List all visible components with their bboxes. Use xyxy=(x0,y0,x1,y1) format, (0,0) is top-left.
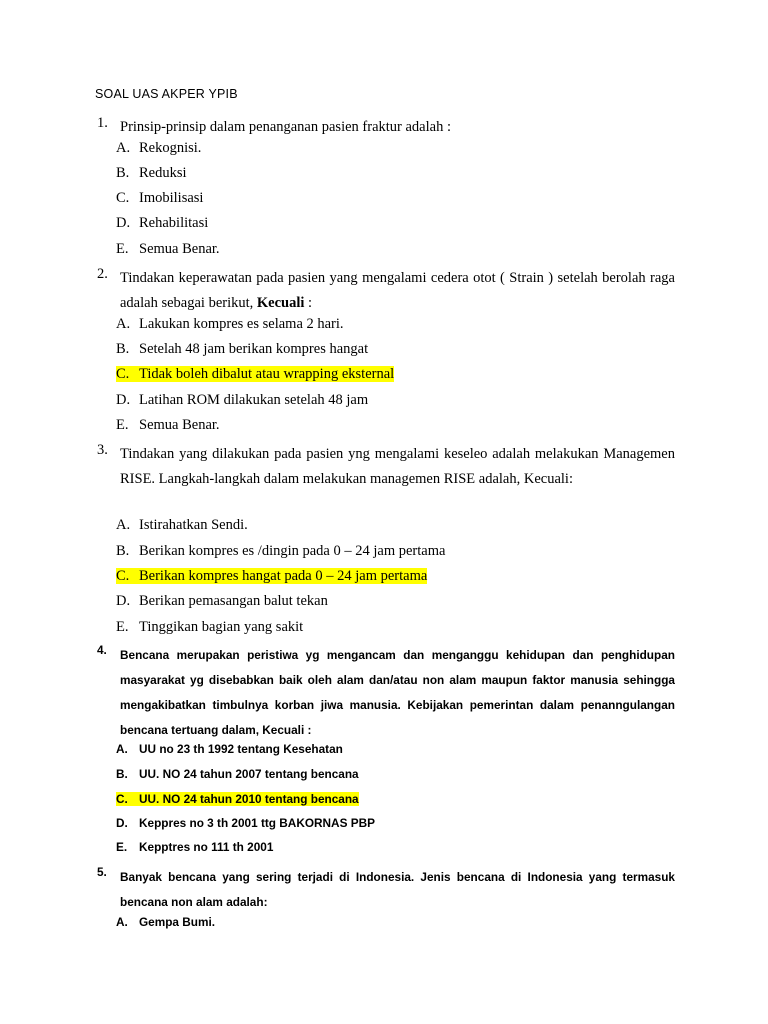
question-number: 2. xyxy=(97,266,108,282)
option-text: Berikan pemasangan balut tekan xyxy=(139,593,328,609)
question-text: Tindakan yang dilakukan pada pasien yng mengalami keseleo adalah melakukan Managemen RISE. Langkah-langkah dalam melakukan managemen RISE adalah, Kecuali: xyxy=(120,446,675,488)
option-text-highlighted: Berikan kompres hangat pada 0 – 24 jam pertama xyxy=(139,568,428,584)
option-letter: E. xyxy=(116,840,128,854)
option-e xyxy=(116,840,273,854)
option-letter: B. xyxy=(116,543,130,559)
option-b xyxy=(116,543,445,560)
option-text: Latihan ROM dilakukan setelah 48 jam xyxy=(139,392,369,408)
option-letter: C. xyxy=(116,792,128,806)
option-c-answer xyxy=(116,568,427,585)
question-text-part: : xyxy=(308,295,313,312)
option-text: Kepptres no 111 th 2001 xyxy=(139,840,274,854)
option-text: Reduksi xyxy=(139,165,187,181)
option-c-answer xyxy=(116,366,394,383)
option-letter: D. xyxy=(116,593,131,609)
option-text: Semua Benar. xyxy=(139,417,220,433)
option-d xyxy=(116,816,375,830)
option-e xyxy=(116,241,220,258)
option-d xyxy=(116,593,328,610)
option-letter: C. xyxy=(116,190,130,206)
option-letter: D. xyxy=(116,816,128,830)
option-text: Gempa Bumi. xyxy=(139,915,216,929)
question-number: 3. xyxy=(97,442,108,458)
question-number: 4. xyxy=(97,643,107,657)
option-b xyxy=(116,165,187,182)
option-text: Istirahatkan Sendi. xyxy=(139,517,248,533)
question-number: 1. xyxy=(97,115,108,131)
option-b xyxy=(116,767,359,781)
option-letter: E. xyxy=(116,417,129,433)
option-letter: C. xyxy=(116,568,130,584)
option-text: Tinggikan bagian yang sakit xyxy=(139,619,304,635)
option-letter: A. xyxy=(116,915,128,929)
question-text: Bencana merupakan peristiwa yg mengancam dan menganggu kehidupan dan penghidupan masyarakat yg disebabkan baik oleh alam dan/atau non alam maupun faktor manusia sehingga mengakibatkan timbulnya korban jiwa manusia. Kebijakan pemerintan dalam penanngulangan bencana tertuang dalam, Kecuali : xyxy=(120,648,675,737)
question-text: Prinsip-prinsip dalam penanganan pasien fraktur adalah : xyxy=(120,119,451,135)
document-title: SOAL UAS AKPER YPIB xyxy=(95,87,238,101)
option-text: Imobilisasi xyxy=(139,190,204,206)
option-a xyxy=(116,140,201,157)
question-text: Banyak bencana yang sering terjadi di Indonesia. Jenis bencana di Indonesia yang termasuk bencana non alam adalah: xyxy=(120,870,675,909)
option-e xyxy=(116,619,303,636)
option-letter: A. xyxy=(116,140,131,156)
option-text: UU no 23 th 1992 tentang Kesehatan xyxy=(139,742,343,756)
option-a xyxy=(116,517,248,534)
option-text-highlighted: UU. NO 24 tahun 2010 tentang bencana xyxy=(139,792,359,806)
option-letter: B. xyxy=(116,767,128,781)
option-e xyxy=(116,417,220,434)
question-keyword-bold: Kecuali xyxy=(256,295,305,312)
option-letter: A. xyxy=(116,316,131,332)
option-letter: C. xyxy=(116,366,130,382)
option-letter: E. xyxy=(116,241,129,257)
option-d xyxy=(116,215,208,232)
option-text: Berikan kompres es /dingin pada 0 – 24 jam pertama xyxy=(139,543,446,559)
option-b xyxy=(116,341,368,358)
option-letter: B. xyxy=(116,165,130,181)
option-letter: B. xyxy=(116,341,130,357)
option-letter: D. xyxy=(116,392,131,408)
option-text: Semua Benar. xyxy=(139,241,220,257)
option-text: UU. NO 24 tahun 2007 tentang bencana xyxy=(139,767,359,781)
option-text: Rekognisi. xyxy=(139,140,202,156)
option-c-answer xyxy=(116,792,359,806)
question-number: 5. xyxy=(97,865,107,879)
option-letter: A. xyxy=(116,517,131,533)
option-text: Lakukan kompres es selama 2 hari. xyxy=(139,316,344,332)
option-text-highlighted: Tidak boleh dibalut atau wrapping eksternal xyxy=(139,366,395,382)
option-letter: E. xyxy=(116,619,129,635)
option-text: Setelah 48 jam berikan kompres hangat xyxy=(139,341,369,357)
option-text: Keppres no 3 th 2001 ttg BAKORNAS PBP xyxy=(139,816,375,830)
question-text-part: Tindakan keperawatan pada pasien yang mengalami cedera otot ( Strain ) setelah berolah raga adalah sebagai berikut, xyxy=(120,270,675,312)
option-letter: D. xyxy=(116,215,131,231)
option-d xyxy=(116,392,368,409)
option-a xyxy=(116,742,343,756)
option-letter: A. xyxy=(116,742,128,756)
question-text xyxy=(120,266,675,317)
option-text: Rehabilitasi xyxy=(139,215,209,231)
option-c xyxy=(116,190,203,207)
option-a xyxy=(116,915,215,929)
option-a xyxy=(116,316,344,333)
